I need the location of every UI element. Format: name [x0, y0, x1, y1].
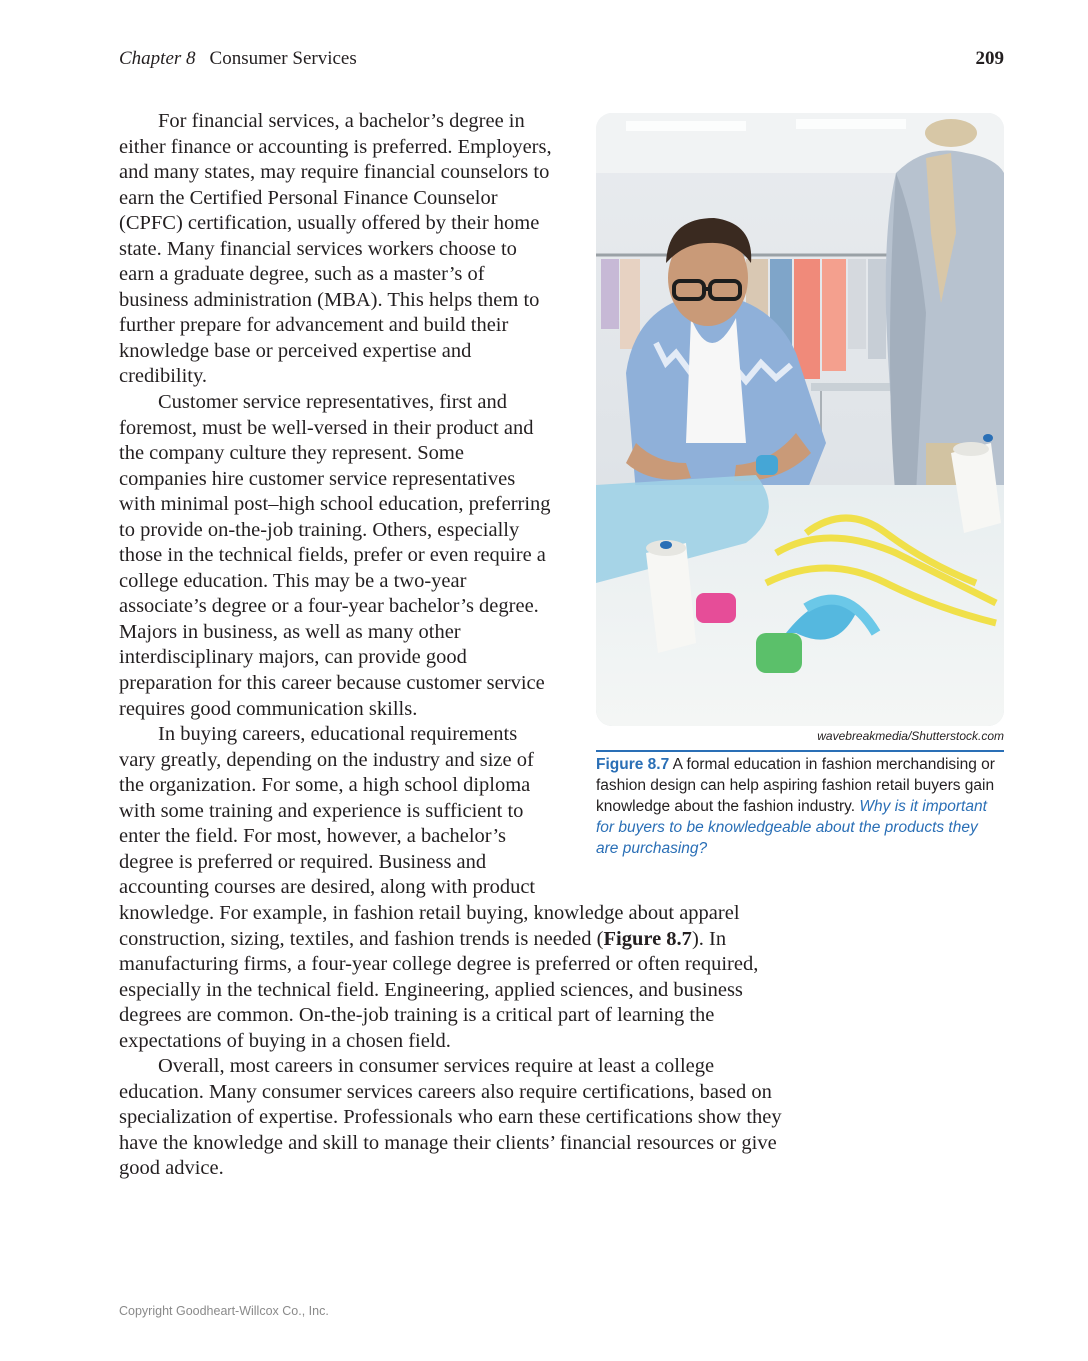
copyright-notice: Copyright Goodheart-Willcox Co., Inc.: [119, 1304, 329, 1318]
caption-rule: [596, 750, 1004, 752]
page-number: 209: [975, 48, 1004, 69]
figure-label: Figure 8.7: [596, 756, 670, 773]
figure-caption-text: A formal education in fashion merchandising or fashion design can help aspiring fashion retail buyers gain knowledge about the fashion industry.: [596, 756, 995, 815]
chapter-title: Consumer Services: [209, 48, 357, 69]
paragraph-overall: Overall, most careers in consumer services require at least a college education. Many consumer services careers also require certifications, based on specialization of expertise. Professionals who earn these certifications show they have the knowledge and skill to manage their clients’ financial resources or give good advice.: [119, 1055, 782, 1180]
paragraph-buying-text-after: ). In manufacturing firms, a four-year college degree is preferred or often required, especially in the technical field. Engineering, applied sciences, and business degrees are common. On-the-job training is a critical part of learning the expectations of buying in a chosen field.: [119, 927, 759, 1052]
chapter-label: Chapter 8: [119, 48, 196, 69]
figure-reference: Figure 8.7: [603, 927, 692, 950]
figure-question: Why is it important for buyers to be knowledgeable about the products they are purchasing?: [596, 798, 987, 857]
figure-caption: [596, 754, 996, 859]
paragraph-financial-services: For financial services, a bachelor’s degree in either finance or accounting is preferred. Employers, and many states, may require financial counselors to earn the Certified Personal Finance Counselor (CPFC) certification, usually offered by their home state. Many financial services workers choose to earn a graduate degree, such as a master’s of business administration (MBA). This helps them to further prepare for advancement and build their knowledge base or perceived expertise and credibility.: [119, 110, 552, 388]
running-head: [119, 48, 1004, 72]
photo-credit: wavebreakmedia/Shutterstock.com: [817, 729, 1004, 743]
paragraph-customer-service: Customer service representatives, first and foremost, must be well-versed in their product and the company culture they represent. Some companies hire customer service representatives with minimal post–high school education, preferring to provide on-the-job training. Others, especially those in the technical fields, prefer or even require a college education. This may be a two-year associate’s degree or a four-year bachelor’s degree. Majors in business, as well as many other interdisciplinary majors, can provide good preparation for this career because customer service requires good communication skills.: [119, 391, 551, 720]
paragraph-buying-text-before: In buying careers, educational requirements vary greatly, depending on the industry and size of the organization. For some, a high school diploma with some training and experience is sufficient to enter the field. For most, however, a bachelor’s degree is preferred or required. Business and accounting courses are desired, along with product knowledge. For example, in fashion retail buying, knowledge about apparel construction, sizing, textiles, and fashion trends is needed (: [119, 723, 740, 950]
body-text: [119, 109, 789, 1182]
